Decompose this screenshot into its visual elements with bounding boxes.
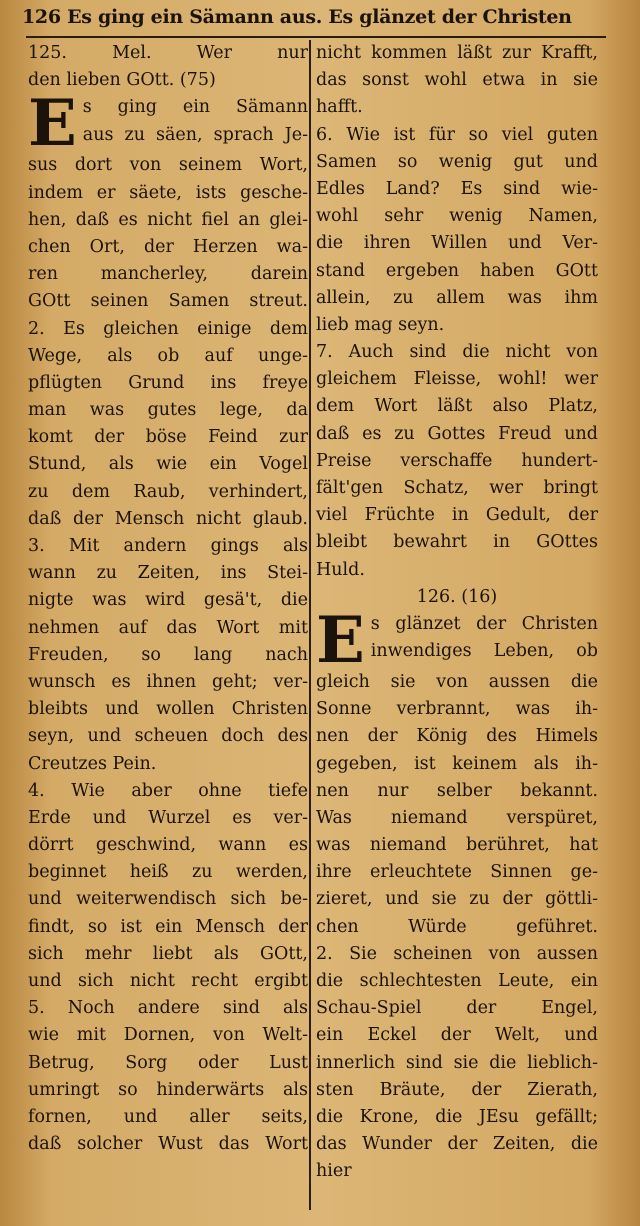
hymn-heading-line: 125. Mel. Wer nur (28, 43, 308, 63)
text-line: chen Würde geführet. (316, 916, 598, 937)
text-line: s ging ein Sämann (82, 97, 308, 118)
left-body (28, 180, 308, 1159)
header-rule (26, 36, 606, 38)
text-line: dem Wort läßt also Platz, (316, 396, 598, 417)
right-top-text (316, 40, 598, 584)
text-line: gleichem Fleisse, wohl! wer (316, 369, 598, 390)
text-line: lieb mag seyn. (316, 314, 445, 335)
text-line: 6. Wie ist für so viel guten (316, 124, 598, 145)
text-line: komt der böse Feind zur (28, 427, 308, 448)
text-line: GOtt seinen Samen streut. (28, 291, 308, 312)
drop-cap-initial: E (316, 610, 365, 669)
text-line: beginnet heiß zu werden, (28, 862, 308, 883)
column-divider (309, 40, 311, 1210)
text-line: Freuden, so lang nach (28, 644, 308, 665)
text-line: und weiterwendisch sich be- (28, 889, 308, 910)
text-line: 2. Es gleichen einige dem (28, 318, 308, 339)
text-line: sten Bräute, der Zierath, (316, 1079, 598, 1100)
hymn-opening (28, 94, 308, 152)
text-line: 2. Sie scheinen von aussen (316, 943, 598, 964)
text-line: Erde und Wurzel es ver- (28, 807, 308, 828)
text-line: Stund, als wie ein Vogel (28, 454, 308, 475)
text-line: ihre erleuchtete Sinnen ge- (316, 862, 598, 883)
text-line: Creutzes Pein. (28, 753, 157, 774)
text-line: fornen, und aller seits, (28, 1106, 308, 1127)
text-line: umringt so hinderwärts als (28, 1079, 308, 1100)
text-line: bleibt bewahrt in GOttes (316, 532, 598, 553)
text-line: pflügten Grund ins freye (28, 372, 308, 393)
text-line: Betrug, Sorg oder Lust (28, 1052, 308, 1073)
hymn-heading-line: den lieben GOtt. (75) (28, 70, 216, 91)
text-line: stand ergeben haben GOtt (316, 260, 598, 281)
text-line: ein Eckel der Welt, und (316, 1025, 598, 1046)
text-line: nen nur selber bekannt. (316, 780, 598, 801)
text-line: ren mancherley, darein (28, 264, 308, 285)
text-line: Was niemand verspüret, (316, 807, 598, 828)
text-line: daß solcher Wust das Wort (28, 1134, 308, 1155)
text-line: 3. Mit andern gings als (28, 536, 308, 556)
text-line: nicht kommen läßt zur Krafft, (316, 43, 598, 63)
text-line: dörrt geschwind, wann es (28, 835, 308, 856)
text-line: findt, so ist ein Mensch der (28, 916, 308, 937)
text-line: Preise verschaffe hundert- (316, 450, 598, 471)
text-line: was niemand berühret, hat (316, 835, 598, 856)
text-line: hier (316, 1161, 352, 1182)
text-line: 7. Auch sind die nicht von (316, 342, 598, 363)
text-line: daß der Mensch nicht glaub. (28, 508, 308, 529)
text-line: aus zu säen, sprach Je- (82, 124, 308, 145)
text-line: sich mehr liebt als GOtt, (28, 943, 308, 964)
text-line: fält'gen Schatz, wer bringt (316, 478, 598, 498)
text-line: wunsch es ihnen geht; ver- (28, 671, 308, 692)
text-line: nigte was wird gesä't, die (28, 590, 308, 611)
text-line: das sonst wohl etwa in sie (316, 70, 598, 91)
text-line: Samen so wenig gut und (316, 151, 598, 172)
text-line: wann zu Zeiten, ins Stei- (28, 563, 308, 584)
text-line: sus dort von seinem Wort, (28, 155, 308, 176)
text-line: Schau-Spiel der Engel, (316, 998, 598, 1019)
text-line: allein, zu allem was ihm (316, 287, 598, 308)
text-line: das Wunder der Zeiten, die (316, 1134, 598, 1155)
right-body (316, 669, 598, 1186)
text-line: Huld. (316, 559, 365, 580)
text-line: nehmen auf das Wort mit (28, 617, 308, 638)
text-line: bleibts und wollen Christen (28, 699, 308, 720)
text-line: indem er säete, ists gesche- (28, 182, 308, 203)
text-line: hafft. (316, 97, 363, 118)
hymn-number: 126. (16) (416, 586, 498, 607)
text-line: Edles Land? Es sind wie- (316, 178, 598, 199)
text-line: hen, daß es nicht fiel an glei- (28, 209, 308, 230)
text-line: inwendiges Leben, ob (370, 641, 598, 662)
text-line: gleich sie von aussen die (316, 671, 598, 692)
text-line: zu dem Raub, verhindert, (28, 481, 308, 502)
text-line: innerlich sind sie die lieblich- (316, 1052, 598, 1073)
hymn-opening (316, 611, 598, 669)
text-line: 5. Noch andere sind als (28, 998, 308, 1019)
text-line: die Krone, die JEsu gefällt; (316, 1106, 598, 1127)
text-line: s glänzet der Christen (370, 613, 598, 634)
text-line: 4. Wie aber ohne tiefe (28, 780, 308, 801)
text-line: und sich nicht recht ergibt (28, 971, 308, 991)
text-line: zieret, und sie zu der göttli- (316, 889, 598, 910)
left-column (28, 40, 308, 1215)
text-line: viel Früchte in Gedult, der (316, 505, 598, 526)
text-line: gegeben, ist keinem als ih- (316, 753, 598, 774)
text-line: man was gutes lege, da (28, 400, 308, 421)
text-line: wohl sehr wenig Namen, (316, 206, 598, 227)
text-line: seyn, und scheuen doch des (28, 726, 308, 747)
right-column (316, 40, 598, 1215)
text-line: Sonne verbrannt, was ih- (316, 699, 598, 720)
drop-cap-initial: E (28, 94, 77, 153)
text-line: wie mit Dornen, von Welt- (28, 1025, 308, 1046)
text-line: daß es zu Gottes Freud und (316, 423, 598, 444)
text-line: Wege, als ob auf unge- (28, 345, 308, 366)
text-line: chen Ort, der Herzen wa- (28, 236, 308, 257)
text-line: die ihren Willen und Ver- (316, 233, 598, 254)
text-line: die schlechtesten Leute, ein (316, 971, 598, 991)
running-header: 126 Es ging ein Sämann aus. Es glänzet der Christen (22, 6, 572, 28)
text-line: nen der König des Himels (316, 726, 598, 747)
